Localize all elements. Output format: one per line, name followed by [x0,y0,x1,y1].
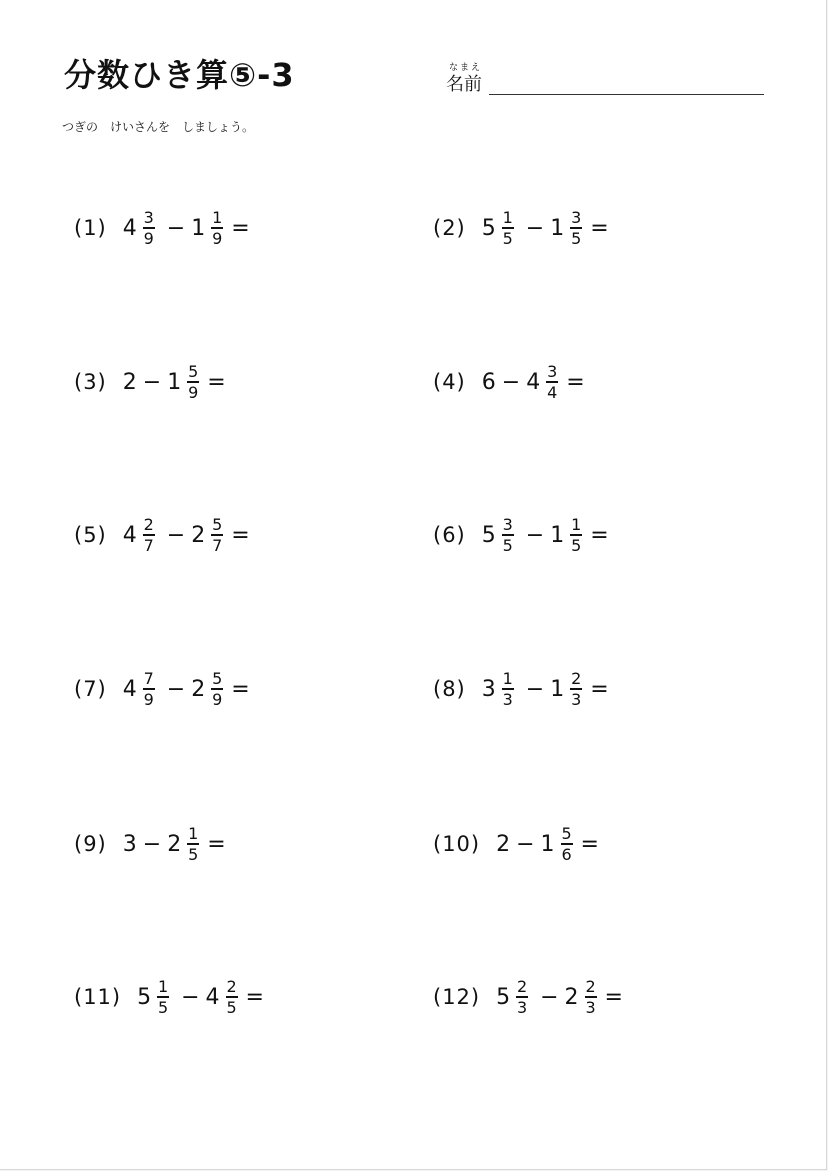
denominator: 7 [143,536,154,555]
fraction [211,209,223,247]
equals-sign: = [580,831,599,857]
denominator: 7 [212,536,223,555]
problem-8 [433,659,609,719]
numerator: 1 [571,515,582,534]
numerator: 3 [143,208,154,227]
problem-10 [433,814,599,874]
numerator: 5 [561,824,572,843]
fraction [570,209,582,247]
name-underline [489,94,764,95]
minus-sign: − [525,215,545,241]
denominator: 5 [571,536,582,555]
fraction [211,516,223,554]
denominator: 5 [571,229,582,248]
minus-sign: − [166,522,186,548]
denominator: 5 [158,998,169,1017]
numerator: 2 [517,977,528,996]
problem-5 [74,505,250,565]
equals-sign: = [590,522,609,548]
fraction [157,978,169,1016]
whole-number: 3 [122,831,137,857]
denominator: 9 [143,229,154,248]
whole-number: 3 [481,676,496,702]
whole-number: 4 [122,215,137,241]
denominator: 5 [502,229,513,248]
equals-sign: = [207,369,226,395]
problem-number: (5) [74,523,107,547]
fraction [516,978,528,1016]
denominator: 9 [212,690,223,709]
fraction [226,978,238,1016]
name-label: 名前 [446,74,482,95]
numerator: 3 [571,208,582,227]
denominator: 3 [517,998,528,1017]
fraction [187,363,199,401]
whole-number: 1 [191,215,206,241]
whole-number: 5 [137,984,152,1010]
whole-number: 4 [122,676,137,702]
problem-11 [74,967,264,1027]
whole-number: 2 [564,984,579,1010]
whole-number: 5 [496,984,511,1010]
minus-sign: − [181,984,200,1010]
problem-number: (7) [74,677,107,701]
denominator: 3 [502,690,513,709]
minus-sign: − [525,522,545,548]
denominator: 9 [188,383,199,402]
denominator: 5 [502,536,513,555]
numerator: 1 [158,977,169,996]
equals-sign: = [231,676,250,702]
numerator: 2 [143,515,154,534]
problem-1 [74,198,250,258]
whole-number: 1 [550,215,565,241]
fraction [561,825,573,863]
denominator: 5 [226,998,237,1017]
whole-number: 6 [481,369,496,395]
minus-sign: − [525,676,545,702]
fraction [143,516,155,554]
equals-sign: = [207,831,226,857]
problem-number: (6) [433,523,466,547]
denominator: 9 [212,229,223,248]
problem-number: (11) [74,985,122,1009]
minus-sign: − [501,369,521,395]
whole-number: 1 [167,369,182,395]
equals-sign: = [231,215,250,241]
whole-number: 2 [191,522,206,548]
problem-3 [74,352,226,412]
problem-4 [433,352,585,412]
fraction [211,670,223,708]
equals-sign: = [590,676,609,702]
whole-number: 1 [540,831,555,857]
whole-number: 1 [550,522,565,548]
numerator: 5 [212,669,223,688]
numerator: 2 [226,977,237,996]
denominator: 5 [188,845,199,864]
numerator: 1 [502,669,513,688]
instruction-text: つぎの けいさんを しましょう。 [62,120,255,134]
denominator: 9 [143,690,154,709]
minus-sign: − [516,831,535,857]
equals-sign: = [590,215,609,241]
whole-number: 4 [122,522,137,548]
whole-number: 2 [167,831,182,857]
numerator: 3 [547,362,558,381]
equals-sign: = [566,369,585,395]
denominator: 4 [547,383,558,402]
equals-sign: = [604,984,623,1010]
problem-number: (3) [74,370,107,394]
whole-number: 2 [191,676,206,702]
fraction [143,209,155,247]
problem-12 [433,967,623,1027]
numerator: 3 [502,515,513,534]
problem-2 [433,198,609,258]
problem-6 [433,505,609,565]
problem-number: (10) [433,832,481,856]
problem-number: (2) [433,216,466,240]
fraction [187,825,199,863]
equals-sign: = [245,984,264,1010]
problem-number: (1) [74,216,107,240]
minus-sign: − [166,676,186,702]
denominator: 3 [571,690,582,709]
fraction [585,978,597,1016]
fraction [502,670,514,708]
numerator: 1 [188,824,199,843]
numerator: 5 [188,362,199,381]
page-title: 分数ひき算⑤-3 [64,56,295,94]
problem-number: (4) [433,370,466,394]
minus-sign: − [142,369,162,395]
numerator: 1 [502,208,513,227]
whole-number: 5 [481,522,496,548]
minus-sign: − [540,984,559,1010]
problem-9 [74,814,226,874]
numerator: 7 [143,669,154,688]
problem-number: (12) [433,985,481,1009]
problem-number: (8) [433,677,466,701]
whole-number: 2 [122,369,137,395]
denominator: 6 [561,845,572,864]
numerator: 1 [212,208,223,227]
name-field[interactable] [446,58,766,98]
name-ruby: なまえ [449,63,483,73]
whole-number: 5 [481,215,496,241]
whole-number: 1 [550,676,565,702]
minus-sign: − [142,831,162,857]
fraction [546,363,558,401]
whole-number: 4 [205,984,220,1010]
fraction [502,209,514,247]
numerator: 5 [212,515,223,534]
problem-7 [74,659,250,719]
numerator: 2 [571,669,582,688]
fraction [502,516,514,554]
numerator: 2 [585,977,596,996]
fraction [570,516,582,554]
whole-number: 2 [496,831,511,857]
denominator: 3 [585,998,596,1017]
minus-sign: − [166,215,186,241]
fraction [143,670,155,708]
equals-sign: = [231,522,250,548]
whole-number: 4 [526,369,541,395]
fraction [570,670,582,708]
problem-number: (9) [74,832,107,856]
